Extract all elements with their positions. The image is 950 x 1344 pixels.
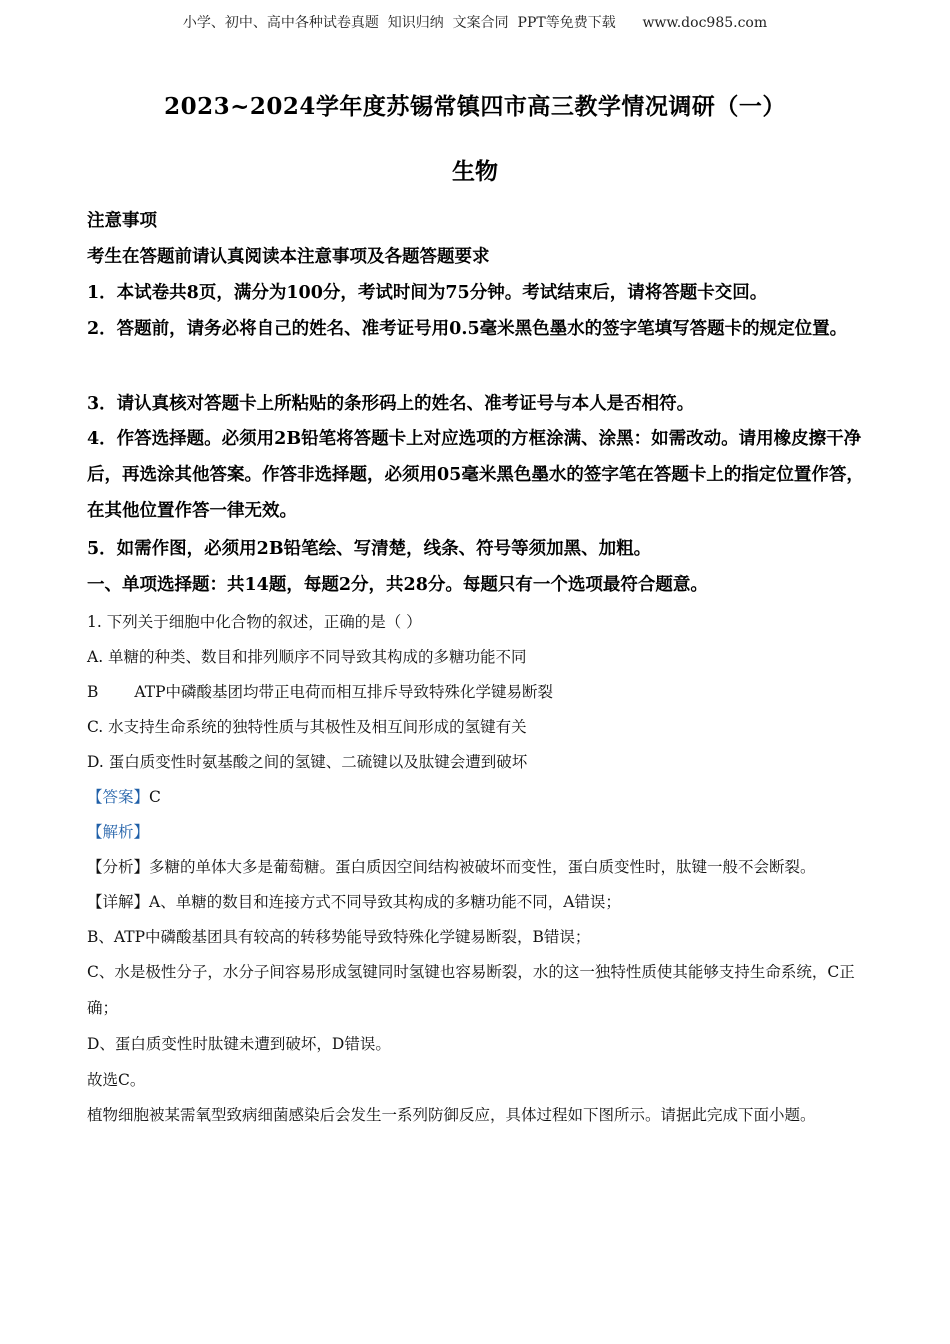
notice-intro: 考生在答题前请认真阅读本注意事项及各题答题要求 [87, 247, 490, 267]
detail-c: C、水是极性分子，水分子间容易形成氢键同时氢键也容易断裂，水的这一独特性质使其能够支持生命系统，C正确； [87, 963, 855, 1017]
analysis-label: 【解析】 [87, 823, 150, 841]
document-title: 2023~2024学年度苏锡常镇四市高三教学情况调研（一） [164, 93, 786, 120]
detail-b: B、ATP中磷酸基团具有较高的转移势能导致特殊化学键易断裂，B错误； [87, 928, 591, 946]
section-heading: 一、单项选择题：共14题，每题2分，共28分。每题只有一个选项最符合题意。 [87, 575, 708, 595]
detail-a: 【详解】A、单糖的数目和连接方式不同导致其构成的多糖功能不同，A错误； [87, 893, 621, 911]
next-question-intro: 植物细胞被某需氧型致病细菌感染后会发生一系列防御反应，具体过程如下图所示。请据此完成下面小题。 [87, 1106, 816, 1124]
notice-item-3: 3．请认真核对答题卡上所粘贴的条形码上的姓名、准考证号与本人是否相符。 [87, 394, 695, 414]
page-header: 小学、初中、高中各种试卷真题 知识归纳 文案合同 PPT等免费下载 www.doc985.com [182, 15, 768, 31]
answer-value: C [149, 788, 161, 806]
notice-item-4: 4．作答选择题。必须用2B铅笔将答题卡上对应选项的方框涂满、涂黑：如需改动。请用橡皮擦干净后，再选涂其他答案。作答非选择题，必须用05毫米黑色墨水的签字笔在答题卡上的指定位置作答，在其他位置作答一律无效。 [87, 429, 864, 521]
conclusion: 故选C。 [87, 1071, 146, 1089]
question-stem: 1. 下列关于细胞中化合物的叙述，正确的是（ ） [87, 613, 422, 631]
answer-line [87, 779, 877, 815]
option-b-text: ATP中磷酸基团均带正电荷而相互排斥导致特殊化学键易断裂 [134, 683, 554, 701]
notice-item-2: 2．答题前，请务必将自己的姓名、准考证号用0.5毫米黑色墨水的签字笔填写答题卡的规定位置。 [87, 319, 848, 339]
answer-label: 【答案】 [87, 788, 150, 806]
notice-heading: 注意事项 [87, 211, 157, 231]
detail-d: D、蛋白质变性时肽键未遭到破坏，D错误。 [87, 1035, 391, 1053]
subject-title: 生物 [452, 158, 498, 185]
analysis-fenxi: 【分析】多糖的单体大多是葡萄糖。蛋白质因空间结构被破坏而变性，蛋白质变性时，肽键一般不会断裂。 [87, 858, 816, 876]
notice-item-1: 1．本试卷共8页，满分为100分，考试时间为75分钟。考试结束后，请将答题卡交回。 [87, 283, 768, 303]
option-b [87, 674, 877, 710]
option-d: D. 蛋白质变性时氨基酸之间的氢键、二硫键以及肽键会遭到破坏 [87, 753, 528, 771]
option-b-letter: B [87, 683, 99, 701]
notice-item-5: 5．如需作图，必须用2B铅笔绘、写清楚，线条、符号等须加黑、加粗。 [87, 539, 652, 559]
option-c: C. 水支持生命系统的独特性质与其极性及相互间形成的氢键有关 [87, 718, 527, 736]
option-a: A. 单糖的种类、数目和排列顺序不同导致其构成的多糖功能不同 [87, 648, 527, 666]
